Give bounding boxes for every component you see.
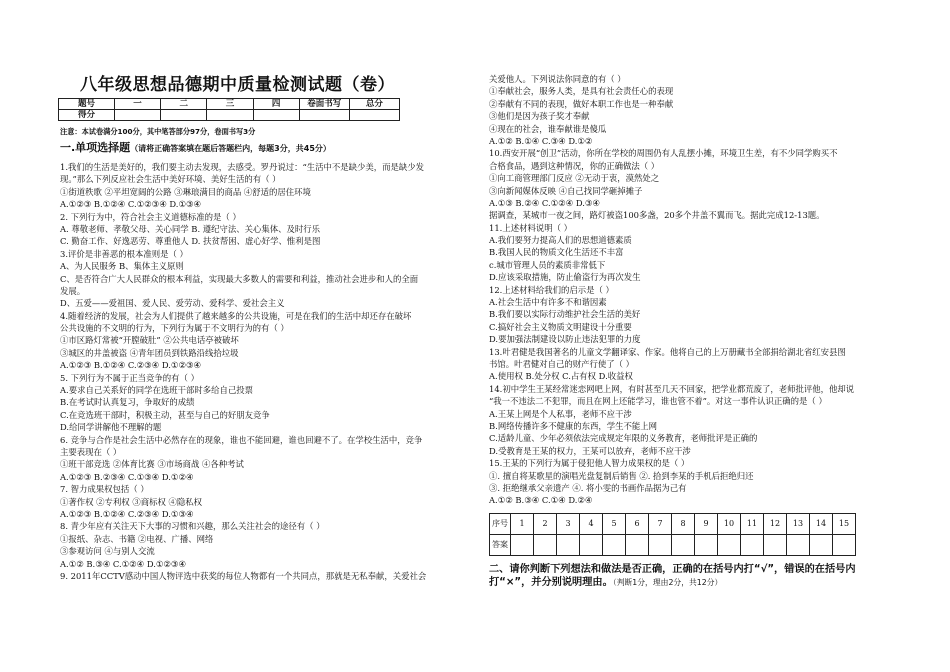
answer-number-cell: 5 (603, 514, 626, 535)
question-line: 书馆。叶君健对自己的财产行使了（ ） (489, 358, 635, 369)
question-line: ①市区路灯常被“开膛破肚” ②公共电话亭被破坏 (60, 335, 239, 346)
right-column-questions (489, 73, 889, 507)
question-line: B.我国人民的物质文化生活还不丰富 (489, 247, 624, 258)
answer-table (489, 513, 856, 556)
question-line: 2. 下列行为中，符合社会主义道德标准的是（ ） (60, 211, 241, 222)
question-line: 关爱他人。下列说法你同意的有（ ） (489, 74, 626, 84)
answer-input-cell[interactable] (764, 535, 787, 556)
question-line: 5. 下列行为不属于正当竞争的有（ ） (60, 372, 199, 383)
answer-input-cell[interactable] (580, 535, 603, 556)
score-input-cell[interactable] (253, 110, 299, 121)
question-line: c.城市管理人员的素质非常低下 (489, 259, 606, 270)
question-line: 主要表现在（ ） (60, 446, 122, 457)
question-line: C. 勤奋工作、好逸恶劳、尊重他人 D. 扶贫帮困、虚心好学、惟利是图 (60, 236, 321, 247)
answer-input-cell[interactable] (718, 535, 741, 556)
question-line: D.应该采取措施，防止偷盗行为再次发生 (489, 272, 641, 283)
question-line: C.适龄儿童、少年必须依法完成规定年限的义务教育，老师批评是正确的 (489, 433, 758, 444)
section1-title: 一.单项选择题 (60, 141, 131, 154)
question-line: A.要求自己关系好的同学在选班干部时多给自己投票 (60, 385, 253, 396)
answer-number-cell: 14 (810, 514, 833, 535)
answer-row-header: 答案 (490, 535, 511, 556)
answer-input-cell[interactable] (534, 535, 557, 556)
exam-note: 注意：本试卷满分100分，其中笔答部分97分，卷面书写3分 (60, 127, 256, 136)
question-line: A.社会生活中有许多不和谐因素 (489, 297, 607, 308)
question-line: A.①② B.③④ C.①②④ D.①②③④ (60, 558, 186, 569)
question-line: 据调查，某城市一夜之间，路灯被盗100多盏，20多个井盖不翼而飞。据此完成12-13题。 (489, 210, 825, 221)
answer-number-cell: 1 (511, 514, 534, 535)
question-line: A.①②③ B.①②④ C.②③④ D.①③④ (60, 508, 194, 519)
section1-subtitle: （请将正确答案填在题后答题栏内，每题3分，共45分） (130, 144, 331, 153)
question-line: A.使用权 B.处分权 C.占有权 D.收益权 (489, 371, 633, 382)
question-line: ③. 拒绝继承父亲遗产 ④. 将小雯的书画作品据为己有 (489, 482, 687, 493)
question-line: A.①② B.③④ C.①④ D.②④ (489, 495, 593, 506)
question-line: 9. 2011年CCTV感动中国人物评选中获奖的每位人物都有一个共同点，那就是无私奉献，关爱社会 (60, 570, 427, 581)
score-input-cell[interactable] (161, 110, 207, 121)
section2-title: 二、请你判断下列想法和做法是否正确，正确的在括号内打“√”，错误的在括号内打“×”，并分别说明理由。 (489, 564, 856, 588)
score-table (58, 98, 400, 121)
answer-row-header: 序号 (490, 514, 511, 535)
question-line: ①报纸、杂志、书籍 ②电视、广播、网络 (60, 533, 214, 544)
question-line: A.①②③ B.①②④ C.②③④ D.①②③④ (60, 360, 201, 371)
question-line: C.搞好社会主义物质文明建设十分重要 (489, 321, 632, 332)
question-line: A、为人民服务 B、集体主义原则 (60, 261, 184, 272)
score-cell: 一 (114, 99, 160, 110)
question-line: “我一不违法二不犯罪，而且在网上还能学习，谁也管不着”。对这一事件认识正确的是（ ） (489, 396, 827, 407)
question-line: ③向新闻媒体反映 ④自己找同学砸掉摊子 (489, 185, 643, 196)
section2-heading (489, 563, 889, 589)
answer-number-cell: 2 (534, 514, 557, 535)
question-line: A. 尊敬老师、孝敬父母、关心同学 B. 遵纪守法、关心集体、及时行乐 (60, 223, 321, 234)
question-line: ①奉献社会，服务人类，是具有社会责任心的表现 (489, 86, 674, 97)
answer-input-cell[interactable] (672, 535, 695, 556)
question-line: B.在考试时认真复习，争取好的成绩 (60, 397, 195, 408)
question-line: D、五爱——爱祖国、爱人民、爱劳动、爱科学、爱社会主义 (60, 298, 285, 309)
question-line: 7. 智力成果权包括（ ） (60, 484, 149, 495)
answer-number-cell: 9 (695, 514, 718, 535)
question-line: 4.随着经济的发展，社会为人们提供了越来越多的公共设施，可是在我们的生活中却还存在破坏 (60, 310, 412, 321)
score-input-cell[interactable] (349, 110, 399, 121)
score-cell: 三 (207, 99, 253, 110)
question-line: A.①②③ B.①②④ C.①②③④ D.①③④ (60, 199, 201, 210)
exam-title: 八年级思想品德期中质量检测试题（卷） (80, 75, 395, 95)
question-line: 公共设施的不文明的行为，下列行为属于不文明行为的有（ ） (60, 323, 289, 334)
score-value-row (59, 110, 400, 121)
question-line: B.我们要以实际行动维护社会生活的美好 (489, 309, 641, 320)
answer-number-cell: 15 (833, 514, 856, 535)
question-line: A.①②③ B.②③④ C.①③④ D.①②④ (60, 471, 194, 482)
question-line: D.给同学讲解他不理解的题 (60, 422, 162, 433)
answer-input-row (490, 535, 856, 556)
answer-input-cell[interactable] (511, 535, 534, 556)
question-line: B.网络传播许多不健康的东西，学生不能上网 (489, 420, 657, 431)
question-line: 6. 竞争与合作是社会生活中必然存在的现象，谁也不能回避，谁也回避不了。在学校生活中，竞争 (60, 434, 423, 445)
answer-input-cell[interactable] (833, 535, 856, 556)
answer-number-cell: 3 (557, 514, 580, 535)
question-line: ①班干部竞选 ②体育比赛 ③市场商战 ④各种考试 (60, 459, 244, 470)
answer-number-cell: 11 (741, 514, 764, 535)
question-line: D.受教育是王某的权力，王某可以放弃，老师不应干涉 (489, 445, 691, 456)
question-line: 3.评价是非善恶的根本准则是（ ） (60, 248, 188, 259)
question-line: A.王某上网是个人私事，老师不应干涉 (489, 408, 632, 419)
score-input-cell[interactable] (207, 110, 253, 121)
answer-input-cell[interactable] (787, 535, 810, 556)
score-cell: 得分 (59, 110, 115, 121)
question-line: ①著作权 ②专利权 ③商标权 ④隐私权 (60, 496, 202, 507)
question-line: ④现在的社会，谁奉献谁是傻瓜 (489, 123, 607, 134)
question-line: 11.上述材料说明（ ） (489, 222, 572, 233)
question-line: C.在竞选班干部时，积极主动，甚至与自己的好朋友竞争 (60, 409, 270, 420)
score-input-cell[interactable] (114, 110, 160, 121)
score-cell: 四 (253, 99, 299, 110)
score-cell: 总分 (349, 99, 399, 110)
answer-input-cell[interactable] (557, 535, 580, 556)
question-line: 14.初中学生王某经常迷恋网吧上网，有时甚至几天不回家，把学业都荒废了，老师批评他，他却说 (489, 383, 855, 394)
answer-number-cell: 13 (787, 514, 810, 535)
answer-input-cell[interactable] (741, 535, 764, 556)
answer-input-cell[interactable] (603, 535, 626, 556)
answer-number-cell: 8 (672, 514, 695, 535)
question-line: 13.叶君健是我国著名的儿童文学翻译家、作家。他将自己的上万册藏书全部捐给湖北省红安县图 (489, 346, 846, 357)
section2-subtitle: （判断1分，理由2分，共12分） (612, 578, 723, 587)
score-cell: 题号 (59, 99, 115, 110)
question-line: 现。”那么下列反应社会生活中美好环境、美好生活的有（ ） (60, 174, 281, 185)
section1-heading (60, 142, 331, 155)
score-header-row (59, 99, 400, 110)
score-input-cell[interactable] (299, 110, 349, 121)
question-line: ①向工商管理部门反应 ②无动于衷，漠然处之 (489, 173, 660, 184)
question-line: 12.上述材料给我们的启示是（ ） (489, 284, 614, 295)
question-line: 8. 青少年应有关注天下大事的习惯和兴趣，那么关注社会的途径有（ ） (60, 521, 325, 532)
score-cell: 二 (161, 99, 207, 110)
question-line: A.我们要努力提高人们的思想道德素质 (489, 235, 632, 246)
answer-input-cell[interactable] (695, 535, 718, 556)
question-line: D.要加强法制建设以防止违法犯罪的力度 (489, 334, 641, 345)
left-column-questions (60, 161, 480, 582)
answer-number-cell: 12 (764, 514, 787, 535)
question-line: ③参观访问 ④与别人交流 (60, 546, 155, 557)
question-line: ②奉献有不同的表现，做好本职工作也是一种奉献 (489, 98, 674, 109)
score-cell: 卷面书写 (299, 99, 349, 110)
question-line: ③他们是因为孩子奖才奉献 (489, 111, 590, 122)
question-line: 发展。 (60, 285, 86, 296)
answer-input-cell[interactable] (626, 535, 649, 556)
answer-number-cell: 10 (718, 514, 741, 535)
question-line: 合格食品，遇到这种情况，你的正确做法（ ） (489, 160, 660, 171)
answer-input-cell[interactable] (810, 535, 833, 556)
question-line: A.①③ B.②④ C.①②④ D.③④ (489, 197, 600, 208)
question-line: ①街道秩歌 ②平坦宽阔的公路 ③琳琅满目的商品 ④舒适的居住环境 (60, 186, 311, 197)
answer-number-cell: 4 (580, 514, 603, 535)
question-line: 15.王某的下列行为属于侵犯他人智力成果权的是（ ） (489, 458, 690, 469)
question-line: C、是否符合广大人民群众的根本利益，实现最大多数人的需要和利益，推动社会进步和人的全面 (60, 273, 419, 284)
answer-input-cell[interactable] (649, 535, 672, 556)
question-line: ①. 擅自将某歌星的演唱光盘复制后销售 ②. 拾到李某的手机后拒绝归还 (489, 470, 754, 481)
answer-number-cell: 7 (649, 514, 672, 535)
question-line: A.①② B.①④ C.③④ D.①② (489, 135, 593, 146)
question-line: ③城区的井盖被盗 ④青年团员到铁路沿线拾垃圾 (60, 347, 239, 358)
question-line: 1.我们的生活是美好的，我们要主动去发现，去感受。罗丹说过：“生活中不是缺少美，而是缺少发 (60, 162, 425, 172)
question-line: 10.西安开展“创卫”活动，你所在学校的周围仍有人乱摆小摊，环境卫生差，有不少同学购买不 (489, 148, 838, 159)
answer-number-cell: 6 (626, 514, 649, 535)
answer-number-row (490, 514, 856, 535)
